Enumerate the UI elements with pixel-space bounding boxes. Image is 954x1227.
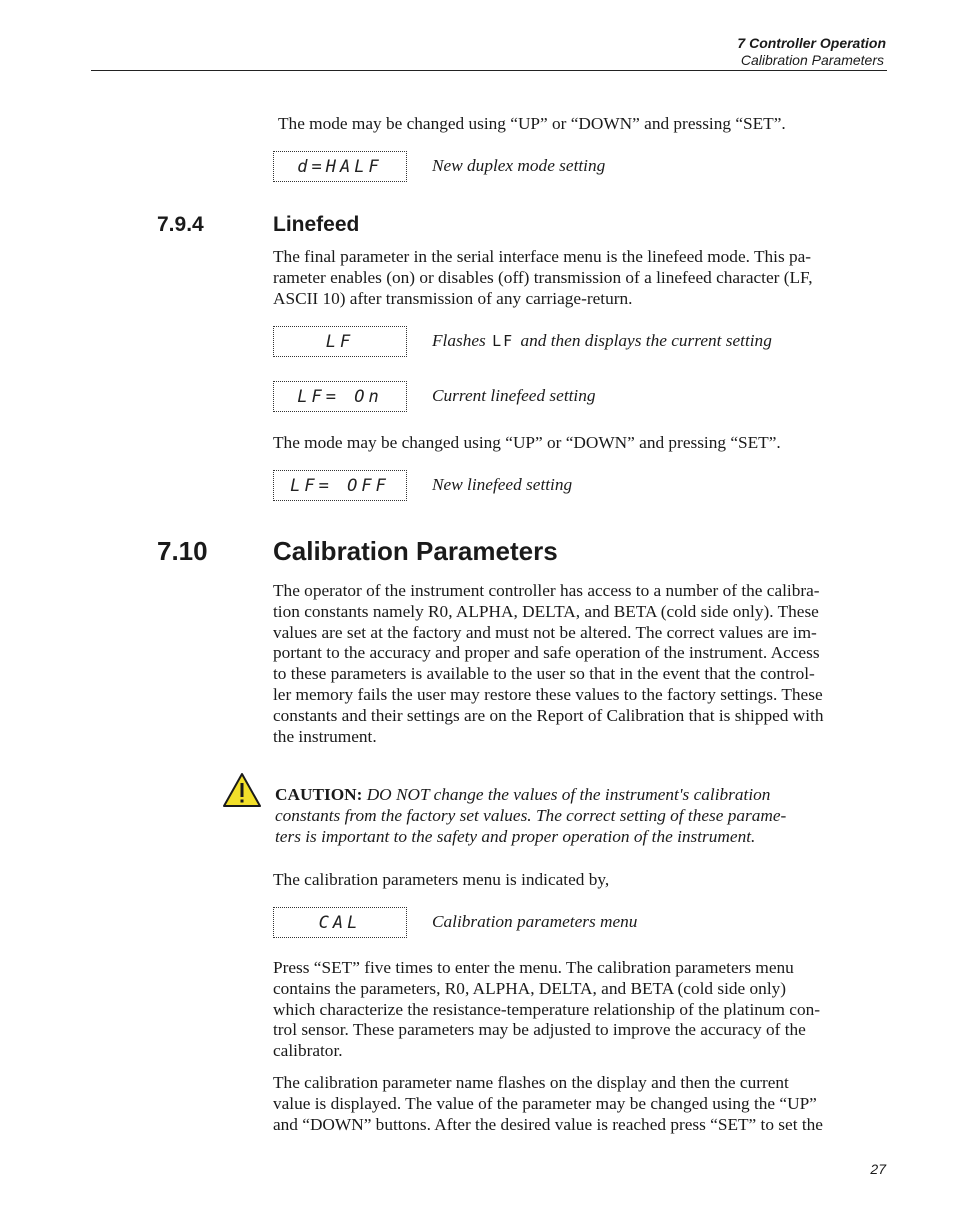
section-number-7-9-4: 7.9.4 — [157, 213, 204, 236]
page-number: 27 — [870, 1161, 886, 1177]
lcd-display-cal: CAL — [273, 907, 407, 938]
paragraph-cal-indicated: The calibration parameters menu is indicated by, — [273, 870, 610, 889]
paragraph-name-flashes — [273, 1073, 888, 1135]
caption-lf-after: and then displays the current setting — [520, 331, 772, 350]
caption-lf-lcd: LF — [492, 332, 515, 350]
caution-block — [275, 784, 875, 847]
text-line: and “DOWN” buttons. After the desired value is reached press “SET” to set the — [273, 1114, 823, 1134]
text-line: constants and their settings are on the Report of Calibration that is shipped with — [273, 705, 824, 725]
section-number-7-10: 7.10 — [157, 536, 208, 566]
text-line: the instrument. — [273, 726, 377, 746]
text-line: ASCII 10) after transmission of any carriage-return. — [273, 288, 633, 308]
text-line: to these parameters is available to the user so that in the event that the control- — [273, 664, 815, 684]
paragraph-linefeed — [273, 247, 888, 309]
paragraph-mode-change-2: The mode may be changed using “UP” or “DOWN” and pressing “SET”. — [273, 433, 781, 452]
text-line: ler memory fails the user may restore these values to the factory settings. These — [273, 684, 823, 704]
caption-duplex: New duplex mode setting — [432, 156, 606, 175]
header-rule — [91, 70, 887, 71]
header-section: Calibration Parameters — [740, 52, 884, 68]
text-line: contains the parameters, R0, ALPHA, DELTA, and BETA (cold side only) — [273, 978, 787, 998]
text-line: The operator of the instrument controller has access to a number of the calibra- — [273, 581, 820, 600]
header-chapter: 7 Controller Operation — [737, 35, 886, 51]
text-line: Press “SET” five times to enter the menu. The calibration parameters menu — [273, 958, 794, 977]
text-line: rameter enables (on) or disables (off) transmission of a linefeed character (LF, — [273, 267, 813, 287]
text-line: portant to the accuracy and proper and safe operation of the instrument. Access — [273, 643, 820, 663]
text-line: value is displayed. The value of the parameter may be changed using the “UP” — [273, 1093, 817, 1113]
paragraph-calibration-intro — [273, 581, 888, 747]
caution-line: ters is important to the safety and proper operation of the instrument. — [275, 827, 756, 846]
text-line: which characterize the resistance-temperature relationship of the platinum con- — [273, 999, 820, 1019]
paragraph-press-set — [273, 958, 888, 1062]
text-line: The calibration parameter name flashes on the display and then the current — [273, 1073, 789, 1092]
text-line: trol sensor. These parameters may be adjusted to improve the accuracy of the — [273, 1020, 806, 1040]
caption-lf-on: Current linefeed setting — [432, 386, 596, 405]
section-title-linefeed: Linefeed — [273, 213, 360, 236]
paragraph-mode-change: The mode may be changed using “UP” or “DOWN” and pressing “SET”. — [278, 114, 786, 133]
caution-label: CAUTION: — [275, 785, 363, 804]
caution-text: DO NOT change the values of the instrument's calibration — [366, 785, 771, 804]
caution-line — [275, 784, 875, 805]
text-line: values are set at the factory and must not be altered. The correct values are im- — [273, 622, 817, 642]
caption-lf — [432, 331, 772, 351]
lcd-display-lf-off: LF= OFF — [273, 470, 407, 501]
text-line: The final parameter in the serial interface menu is the linefeed mode. This pa- — [273, 247, 812, 266]
lcd-display-lf: LF — [273, 326, 407, 357]
caption-lf-off: New linefeed setting — [432, 475, 573, 494]
text-line: calibrator. — [273, 1041, 343, 1061]
lcd-display-lf-on: LF= On — [273, 381, 407, 412]
caption-cal: Calibration parameters menu — [432, 912, 638, 931]
caution-line: constants from the factory set values. The correct setting of these parame- — [275, 806, 787, 825]
section-title-calibration-parameters: Calibration Parameters — [273, 536, 558, 566]
text-line: tion constants namely R0, ALPHA, DELTA, and BETA (cold side only). These — [273, 601, 819, 621]
lcd-display-duplex: d=HALF — [273, 151, 407, 182]
caption-lf-before: Flashes — [432, 331, 486, 350]
warning-triangle-icon — [222, 772, 262, 808]
